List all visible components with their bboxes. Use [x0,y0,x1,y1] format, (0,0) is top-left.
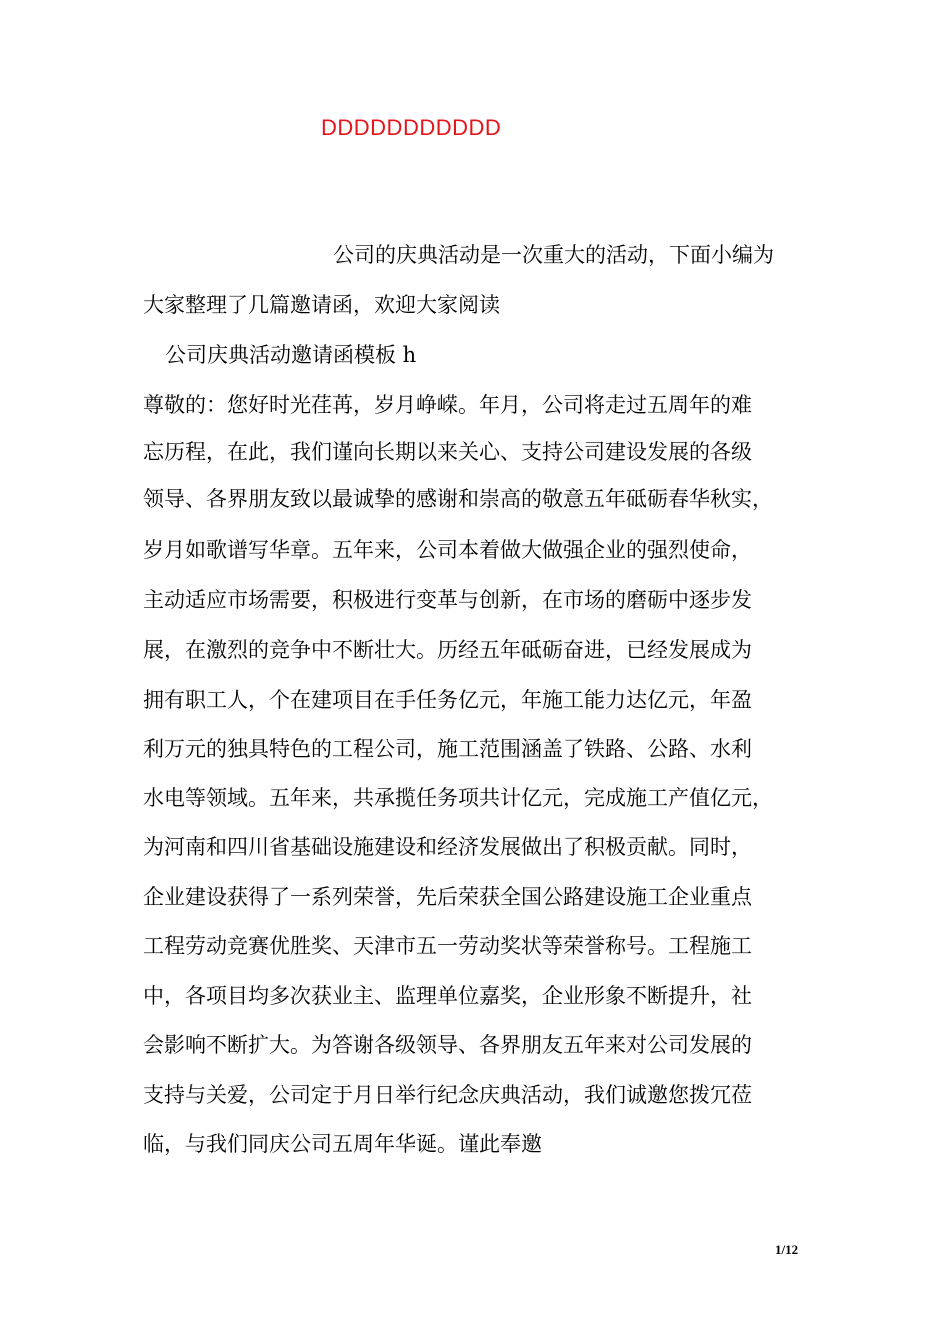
letter-line: 临，与我们同庆公司五周年华诞。谨此奉邀 [143,1132,542,1156]
letter-line: 支持与关爱，公司定于月日举行纪念庆典活动，我们诚邀您拨冗莅 [143,1083,752,1107]
page-number: 1/12 [775,1242,799,1257]
letter-line: 中，各项目均多次获业主、监理单位嘉奖，企业形象不断提升，社 [143,984,752,1008]
letter-line: 拥有职工人，个在建项目在手任务亿元，年施工能力达亿元，年盈 [143,688,752,712]
letter-line: 利万元的独具特色的工程公司，施工范围涵盖了铁路、公路、水利 [143,737,752,761]
letter-line: 主动适应市场需要，积极进行变革与创新，在市场的磨砺中逐步发 [143,588,752,612]
letter-line: 会影响不断扩大。为答谢各级领导、各界朋友五年来对公司发展的 [143,1033,752,1057]
letter-line: 岁月如歌谱写华章。五年来，公司本着做大做强企业的强烈使命， [143,538,752,562]
letter-line: 尊敬的：您好时光荏苒，岁月峥嵘。年月，公司将走过五周年的难 [143,393,752,417]
intro-line-2: 大家整理了几篇邀请函，欢迎大家阅读 [143,293,500,317]
intro-line-1: 公司的庆典活动是一次重大的活动，下面小编为 [333,243,774,267]
letter-line: 工程劳动竞赛优胜奖、天津市五一劳动奖状等荣誉称号。工程施工 [143,934,752,958]
section-heading: 公司庆典活动邀请函模板 h [165,343,417,367]
letter-line: 为河南和四川省基础设施建设和经济发展做出了积极贡献。同时， [143,835,752,859]
letter-line: 水电等领域。五年来，共承揽任务项共计亿元，完成施工产值亿元， [143,786,773,810]
letter-line: 企业建设获得了一系列荣誉，先后荣获全国公路建设施工企业重点 [143,885,752,909]
letter-line: 领导、各界朋友致以最诚挚的感谢和崇高的敬意五年砥砺春华秋实， [143,487,773,511]
letter-line: 忘历程，在此，我们谨向长期以来关心、支持公司建设发展的各级 [143,440,752,464]
letter-line: 展，在激烈的竞争中不断壮大。历经五年砥砺奋进，已经发展成为 [143,638,752,662]
document-header-title: DDDDDDDDDDD [321,115,502,140]
